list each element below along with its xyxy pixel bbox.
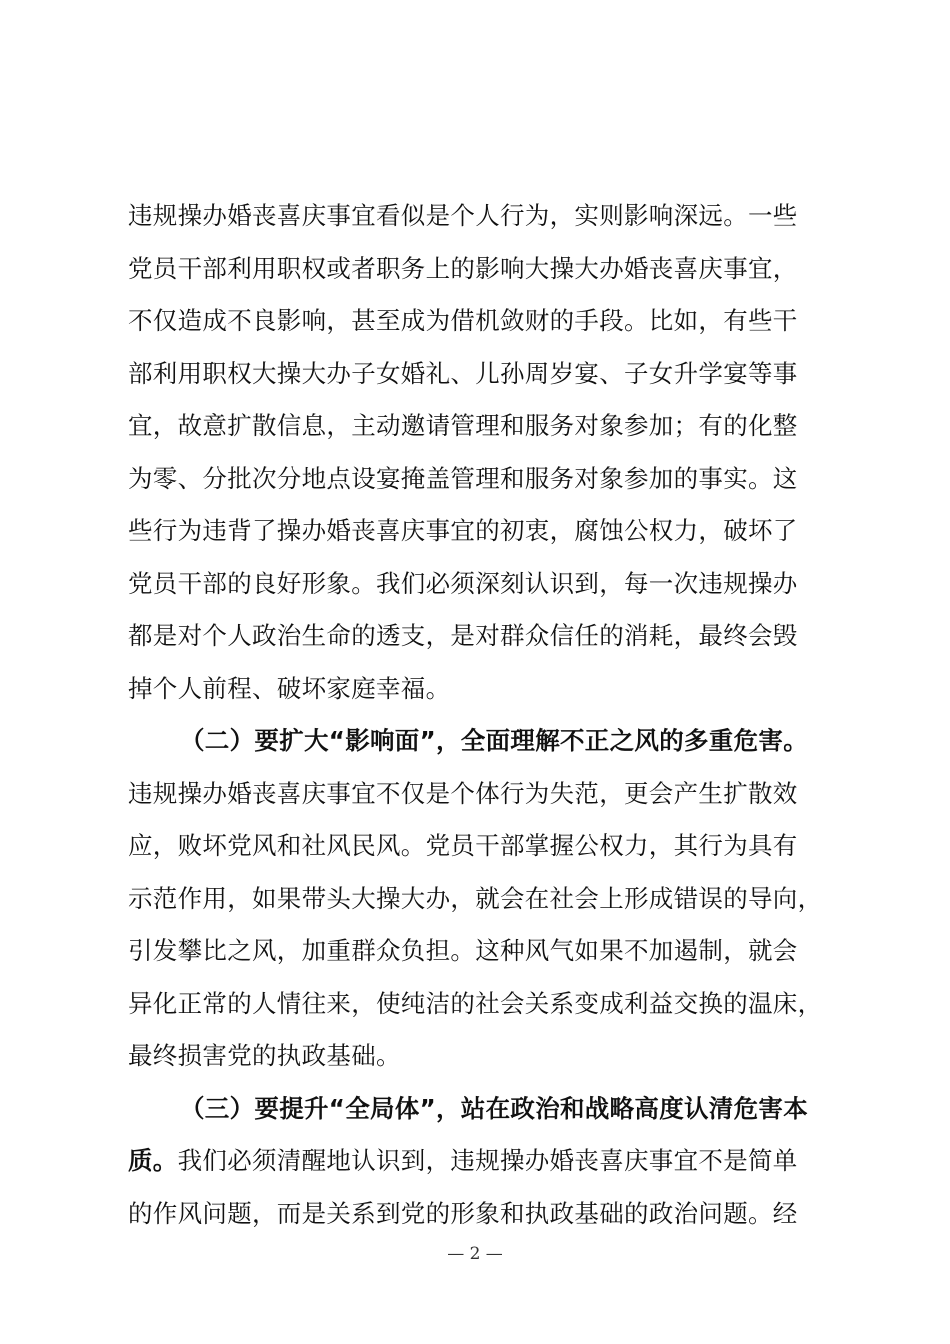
paragraph-line: 为零、分批次分地点设宴掩盖管理和服务对象参加的事实。这 [128,463,798,493]
paragraph-line: 党员干部的良好形象。我们必须深刻认识到，每一次违规操办 [128,568,798,598]
paragraph-line: 的作风问题，而是关系到党的形象和执政基础的政治问题。经 [128,1198,798,1228]
section-heading-3-continuation [128,1135,848,1188]
paragraph-line: 违规操办婚丧喜庆事宜看似是个人行为，实则影响深远。一些 [128,201,798,230]
paragraph-line: 掉个人前程、破坏家庭幸福。 [128,673,451,703]
paragraph-line: 最终损害党的执政基础。 [128,1041,401,1070]
section-heading-3-end: 质。 [128,1146,178,1175]
paragraph-line: 党员干部利用职权或者职务上的影响大操大办婚丧喜庆事宜， [128,253,798,283]
paragraph-line: 都是对个人政治生命的透支，是对群众信任的消耗，最终会毁 [128,621,798,650]
document-body [128,190,848,1240]
paragraph-line: 宜，故意扩散信息，主动邀请管理和服务对象参加；有的化整 [128,411,798,440]
paragraph-text: 我们必须清醒地认识到，违规操办婚丧喜庆事宜不是简单 [177,1146,798,1175]
paragraph-line: 不仅造成不良影响，甚至成为借机敛财的手段。比如，有些干 [128,306,798,335]
section-heading-2: （二）要扩大“影响面”，全面理解不正之风的多重危害。 [180,726,809,755]
paragraph-line: 示范作用，如果带头大操大办，就会在社会上形成错误的导向， [128,883,823,913]
paragraph-line: 引发攀比之风，加重群众负担。这种风气如果不加遏制，就会 [128,936,798,965]
paragraph-line: 应，败坏党风和社风民风。党员干部掌握公权力，其行为具有 [128,831,798,860]
paragraph-line: 异化正常的人情往来，使纯洁的社会关系变成利益交换的温床， [128,988,823,1018]
paragraph-line: 部利用职权大操大办子女婚礼、儿孙周岁宴、子女升学宴等事 [128,358,798,388]
paragraph-line: 违规操办婚丧喜庆事宜不仅是个体行为失范，更会产生扩散效 [128,778,798,808]
paragraph-line: 些行为违背了操办婚丧喜庆事宜的初衷，腐蚀公权力，破坏了 [128,516,798,545]
section-heading-3: （三）要提升“全局体”，站在政治和战略高度认清危害本 [180,1093,809,1123]
page-number: — 2 — [447,1244,503,1264]
